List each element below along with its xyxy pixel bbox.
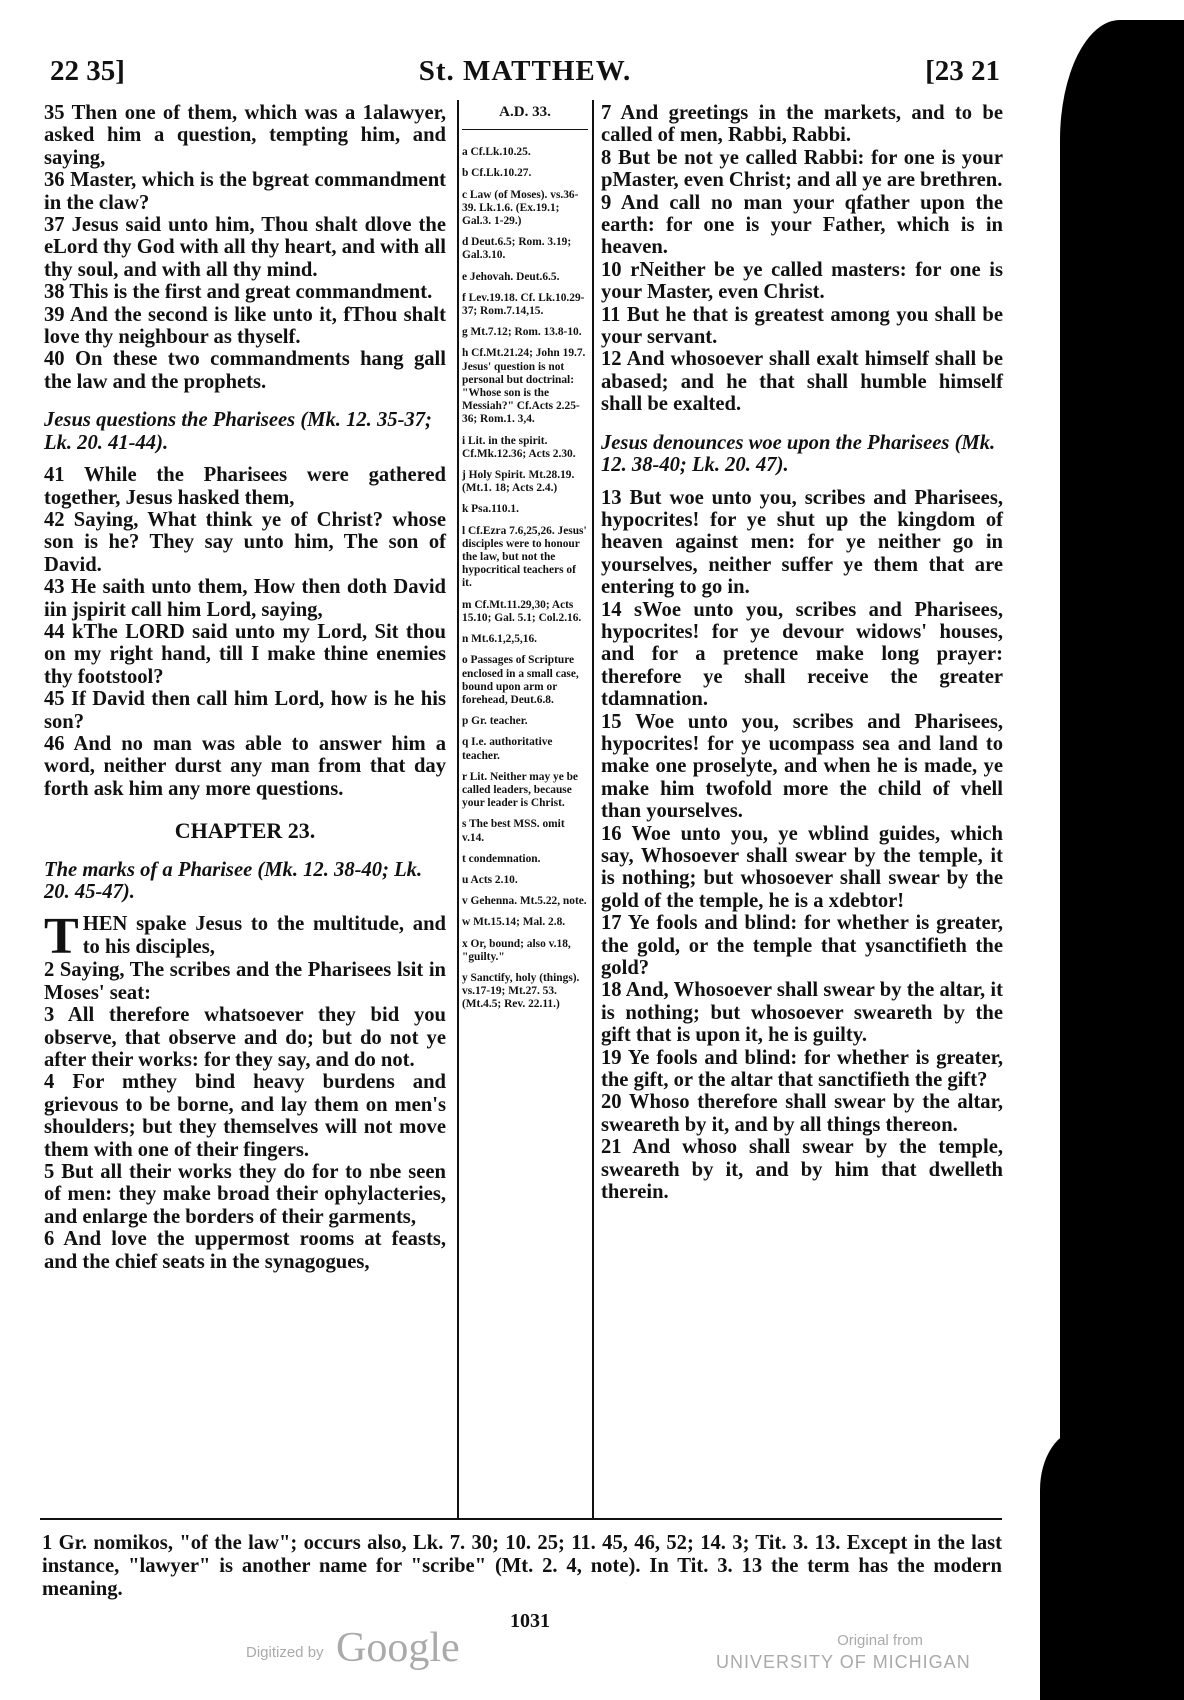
verse-first xyxy=(44,908,446,966)
verse: 8 But be not ye called Rabbi: for one is your pMaster, even Christ; and all ye are brethren. xyxy=(601,146,1003,192)
margin-note: m Cf.Mt.11.29,30; Acts 15.10; Gal. 5.1; Col.2.16. xyxy=(462,598,582,624)
header-left: 22 35] xyxy=(50,55,125,87)
margin-note: n Mt.6.1,2,5,16. xyxy=(462,633,537,646)
verse: 20 Whoso therefore shall swear by the altar, sweareth by it, and by all things thereon. xyxy=(601,1091,1003,1136)
verse: 7 And greetings in the markets, and to be called of men, Rabbi, Rabbi. xyxy=(601,102,1003,147)
section-heading: The marks of a Pharisee (Mk. 12. 38-40; Lk. 20. 45-47). xyxy=(44,858,423,903)
margin-notes xyxy=(462,146,588,1011)
verse: 5 But all their works they do for to nbe seen of men: they make broad their ophylacteries, and enlarge the borders of their garments, xyxy=(44,1161,446,1228)
column-rule-left xyxy=(457,100,459,1518)
verse: 39 And the second is like unto it, fThou shalt love thy neighbour as thyself. xyxy=(44,303,446,349)
verse: 18 And, Whosoever shall swear by the altar, it is nothing; but whosoever sweareth by the gift that is upon it, he is guilty. xyxy=(601,979,1003,1047)
verse: 6 And love the uppermost rooms at feasts, and the chief seats in the synagogues, xyxy=(44,1228,446,1273)
verse: 38 This is the first and great commandment. xyxy=(44,281,433,304)
verse: 44 kThe LORD said unto my Lord, Sit thou on my right hand, till I make thine enemies thy footstool? xyxy=(44,620,446,688)
verse: 16 Woe unto you, ye wblind guides, which say, Whosoever shall swear by the temple, it is nothing; but whosoever shall swear by the gold of the temple, he is a xdebtor! xyxy=(601,822,1003,912)
margin-note: s The best MSS. omit v.14. xyxy=(462,818,565,844)
original-from-label: Original from xyxy=(837,1632,923,1649)
margin-note: e Jehovah. Deut.6.5. xyxy=(462,270,560,283)
verse: 14 sWoe unto you, scribes and Pharisees, hypocrites! for ye devour widows' houses, and for a pretence make long prayer: therefore ye shall receive the greater tdamnation. xyxy=(601,598,1003,711)
verse: 19 Ye fools and blind: for whether is greater, the gift, or the altar that sanctifieth the gift? xyxy=(601,1046,1003,1092)
verse: 3 All therefore whatsoever they bid you observe, that observe and do; but do not ye after their works: for they say, and do not. xyxy=(44,1004,446,1072)
margin-note: x Or, bound; also v.18, "guilty." xyxy=(462,937,571,963)
margin-note: j Holy Spirit. Mt.28.19. (Mt.1. 18; Acts 2.4.) xyxy=(462,469,575,495)
margin-note: u Acts 2.10. xyxy=(462,873,518,886)
verse: 45 If David then call him Lord, how is he his son? xyxy=(44,688,446,733)
verse: 43 He saith unto them, How then doth David iin jspirit call him Lord, saying, xyxy=(44,576,446,621)
verse: 2 Saying, The scribes and the Pharisees lsit in Moses' seat: xyxy=(44,959,446,1004)
section-heading: Jesus denounces woe upon the Pharisees (Mk. 12. 38-40; Lk. 20. 47). xyxy=(601,431,996,477)
page-number: 1031 xyxy=(510,1610,550,1632)
column-rule-right xyxy=(592,100,594,1518)
margin-note: g Mt.7.12; Rom. 13.8-10. xyxy=(462,326,582,339)
margin-note: k Psa.110.1. xyxy=(462,503,519,516)
verse: 4 For mthey bind heavy burdens and grievous to be borne, and lay them on men's shoulders; but they themselves will not move them with one of their fingers. xyxy=(44,1071,446,1161)
verse-text: HEN spake Jesus to the multitude, and to his disciples, xyxy=(82,913,446,958)
left-column xyxy=(44,102,446,1273)
verse: 17 Ye fools and blind: for whether is greater, the gold, or the temple that ysanctifieth the gold? xyxy=(601,912,1003,980)
verse: 15 Woe unto you, scribes and Pharisees, hypocrites! for ye ucompass sea and land to make one proselyte, and when he is made, ye make him twofold more the child of vhell than yourselves. xyxy=(601,710,1003,823)
verse: 46 And no man was able to answer him a word, neither durst any man from that day forth ask him any more questions. xyxy=(44,732,446,800)
verse: 37 Jesus said unto him, Thou shalt dlove the eLord thy God with all thy heart, and with all thy soul, and with all thy mind. xyxy=(44,214,446,281)
margin-note: r Lit. Neither may ye be called leaders, because your leader is Christ. xyxy=(462,770,578,810)
margin-note: a Cf.Lk.10.25. xyxy=(462,146,531,159)
footnote-rule xyxy=(40,1518,1002,1520)
margin-year: A.D. 33. xyxy=(462,102,588,130)
verse: 42 Saying, What think ye of Christ? whose son is he? They say unto him, The son of David. xyxy=(44,508,446,576)
verse: 41 While the Pharisees were gathered together, Jesus hasked them, xyxy=(44,464,446,509)
margin-note: b Cf.Lk.10.27. xyxy=(462,167,532,180)
verse: 11 But he that is greatest among you shall be your servant. xyxy=(601,303,1003,349)
verse: 13 But woe unto you, scribes and Pharisees, hypocrites! for ye shut up the kingdom of heaven against men: for ye neither go in yourselves, neither suffer ye them that are entering to go in. xyxy=(601,486,1003,599)
verse: 35 Then one of them, which was a 1alawyer, asked him a question, tempting him, and saying, xyxy=(44,102,446,169)
margin-note: t condemnation. xyxy=(462,852,541,865)
verse: 10 rNeither be ye called masters: for one is your Master, even Christ. xyxy=(601,258,1003,304)
margin-note: w Mt.15.14; Mal. 2.8. xyxy=(462,916,566,929)
margin-note: h Cf.Mt.21.24; John 19.7. Jesus' question is not personal but doctrinal: "Whose son is the Messiah?" Cf.Acts 2.25-36; Rom.1. 3,4. xyxy=(462,347,586,426)
margin-note: i Lit. in the spirit. Cf.Mk.12.36; Acts 2.30. xyxy=(462,434,576,460)
margin-note: y Sanctify, holy (things). vs.17-19; Mt.27. 53. (Mt.4.5; Rev. 22.11.) xyxy=(462,971,580,1011)
margin-note: v Gehenna. Mt.5.22, note. xyxy=(462,895,587,908)
google-logo: Google xyxy=(336,1625,460,1671)
verse: 36 Master, which is the bgreat commandment in the claw? xyxy=(44,169,446,214)
margin-note: d Deut.6.5; Rom. 3.19; Gal.3.10. xyxy=(462,236,572,262)
margin-note: l Cf.Ezra 7.6,25,26. Jesus' disciples were to honour the law, but not the hypocritical teachers of it. xyxy=(462,524,587,590)
header-right: [23 21 xyxy=(925,55,1000,87)
running-header xyxy=(50,50,1000,90)
verse: 9 And call no man your qfather upon the earth: for one is your Father, which is in heaven. xyxy=(601,191,1003,259)
margin-note: o Passages of Scripture enclosed in a small case, bound upon arm or forehead, Deut.6.8. xyxy=(462,654,579,706)
verse: 40 On these two commandments hang gall the law and the prophets. xyxy=(44,348,446,393)
university-label: UNIVERSITY OF MICHIGAN xyxy=(716,1652,971,1672)
digitized-by-label: Digitized by xyxy=(246,1644,324,1661)
margin-note: f Lev.19.18. Cf. Lk.10.29-37; Rom.7.14,15. xyxy=(462,291,585,318)
footnote: 1 Gr. nomikos, "of the law"; occurs also, Lk. 7. 30; 10. 25; 11. 45, 46, 52; 14. 3; Tit. 3. 13. Except in the last instance, "lawyer" is another name for "scribe" (Mt. 2. 4, note). In Tit. 3. 13 the term has the modern meaning. xyxy=(42,1532,1002,1600)
margin-note: p Gr. teacher. xyxy=(462,715,528,728)
scan-black-edge-bottom xyxy=(1040,1430,1100,1700)
verse: 21 And whoso shall swear by the temple, sweareth by it, and by him that dwelleth therein. xyxy=(601,1136,1003,1204)
section-heading: Jesus questions the Pharisees (Mk. 12. 35-37; Lk. 20. 41-44). xyxy=(44,409,432,454)
margin-references xyxy=(462,102,588,1020)
verse: 12 And whosoever shall exalt himself shall be abased; and he that shall humble himself shall be exalted. xyxy=(601,348,1003,416)
right-column xyxy=(601,102,1003,1204)
margin-note: q I.e. authoritative teacher. xyxy=(462,736,553,762)
header-title: St. MATTHEW. xyxy=(418,55,632,87)
drop-cap: T xyxy=(44,908,79,966)
chapter-heading: CHAPTER 23. xyxy=(174,818,316,844)
margin-note: c Law (of Moses). vs.36-39. Lk.1.6. (Ex.19.1; Gal.3. 1-29.) xyxy=(462,188,579,228)
